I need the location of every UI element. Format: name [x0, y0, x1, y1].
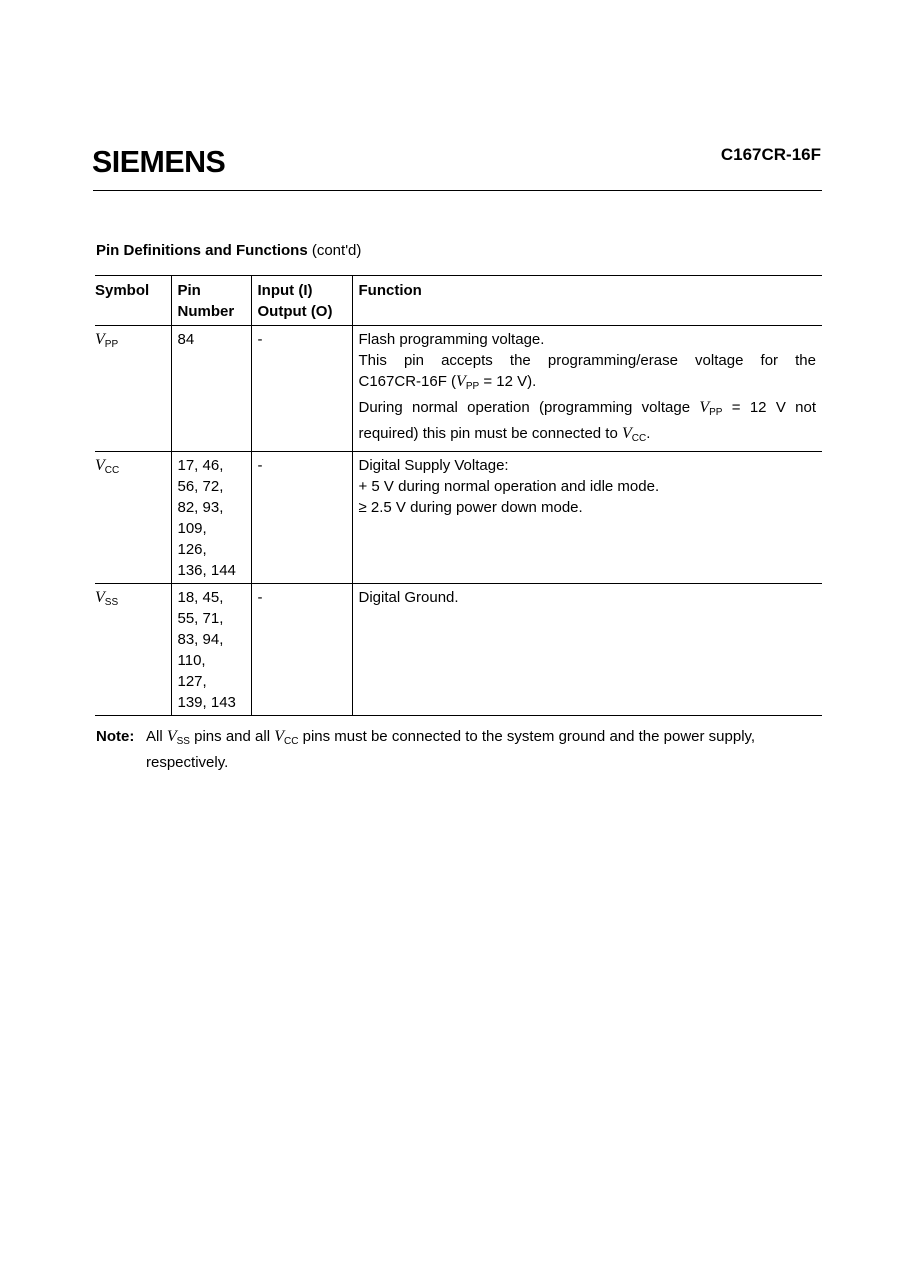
- table-row: [95, 326, 822, 452]
- column-header-symbol: Symbol: [95, 282, 150, 299]
- column-header-pin-number: Pin Number: [171, 276, 251, 326]
- section-title: [96, 243, 361, 258]
- io-cell: -: [251, 452, 352, 584]
- symbol-cell: $V_{CC}$: [95, 457, 120, 476]
- table-header-row: [95, 276, 822, 326]
- symbol-cell: $V_{PP}$: [95, 331, 119, 350]
- section-title-main: Pin Definitions and Functions: [96, 242, 308, 259]
- table-row: [95, 452, 822, 584]
- table-row: [95, 584, 822, 716]
- siemens-logo: SIEMENS: [92, 144, 226, 179]
- symbol-cell: $V_{SS}$: [95, 589, 119, 608]
- function-cell: Digital Ground.: [352, 584, 822, 716]
- header-divider: [93, 190, 822, 191]
- note-text: All $V_{SS}$ pins and all $V_{CC}$ pins must be connected to the system ground and the power supply, respectively.: [146, 728, 756, 771]
- section-title-suffix: (cont'd): [311, 242, 362, 259]
- pin-number-cell: 84: [171, 326, 251, 452]
- note: [96, 726, 822, 773]
- io-cell: -: [251, 326, 352, 452]
- document-id: C167CR-16F: [720, 145, 821, 164]
- function-cell: Digital Supply Voltage: + 5 V during normal operation and idle mode. ≥ 2.5 V during power down mode.: [352, 452, 822, 584]
- column-header-function: Function: [352, 276, 822, 326]
- column-header-io: Input (I) Output (O): [251, 276, 352, 326]
- io-cell: -: [251, 584, 352, 716]
- note-label: Note:: [96, 728, 135, 745]
- pin-definitions-table: [95, 275, 822, 716]
- function-cell: Flash programming voltage. This pin accepts the programming/erase voltage for the C167CR-16F ($V_{PP} = 12$ V). During normal operation (programming voltage $V_{PP} = 12$ V not required) this pin must be connected to $V_{CC}$.: [352, 326, 822, 452]
- pin-number-cell: 18, 45, 55, 71, 83, 94, 110, 127, 139, 143: [171, 584, 251, 716]
- pin-number-cell: 17, 46, 56, 72, 82, 93, 109, 126, 136, 144: [171, 452, 251, 584]
